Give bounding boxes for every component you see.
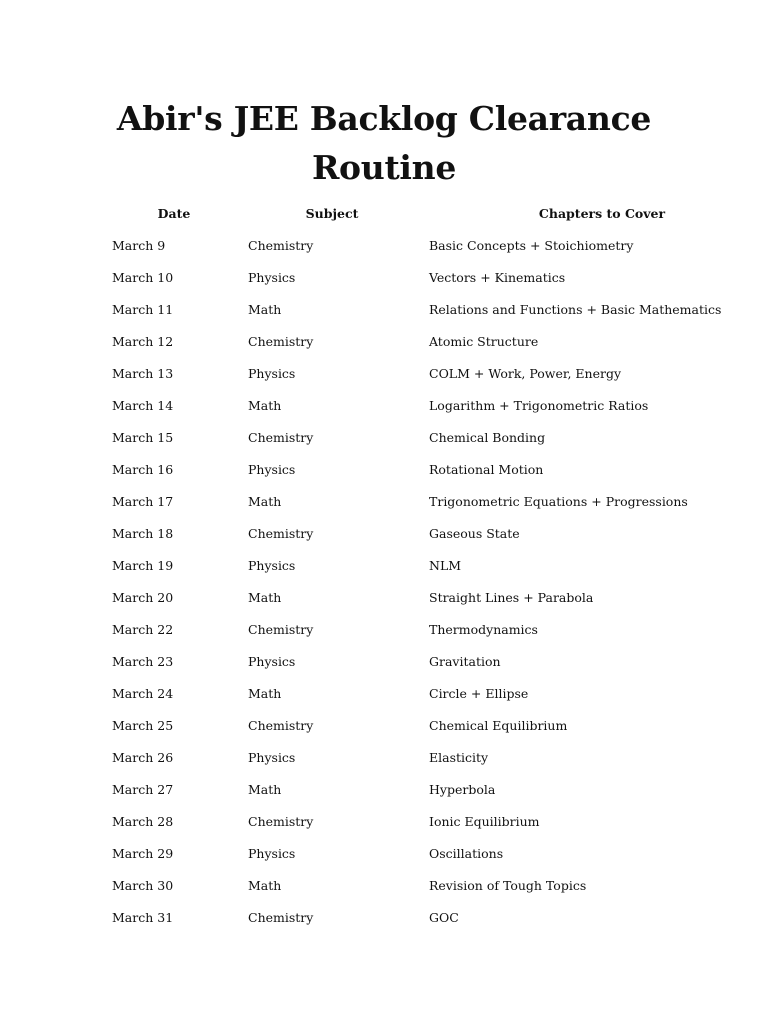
cell-subject: Math (248, 782, 282, 797)
cell-date: March 31 (112, 910, 174, 925)
table-row (0, 619, 768, 651)
cell-chapters: Logarithm + Trigonometric Ratios (429, 398, 649, 413)
title-line-1: Abir's JEE Backlog Clearance (116, 99, 652, 138)
cell-chapters: Rotational Motion (429, 462, 544, 477)
cell-chapters: Straight Lines + Parabola (429, 590, 594, 605)
cell-date: March 30 (112, 878, 174, 893)
table-header-row (0, 203, 768, 235)
cell-subject: Chemistry (248, 622, 314, 637)
table-row (0, 459, 768, 491)
header-date: Date (157, 206, 191, 221)
table-row (0, 715, 768, 747)
table-row (0, 523, 768, 555)
cell-date: March 11 (112, 302, 174, 317)
table-row (0, 267, 768, 299)
cell-date: March 9 (112, 238, 166, 253)
cell-chapters: COLM + Work, Power, Energy (429, 366, 622, 381)
cell-date: March 15 (112, 430, 174, 445)
cell-subject: Chemistry (248, 430, 314, 445)
cell-subject: Math (248, 494, 282, 509)
cell-chapters: Chemical Equilibrium (429, 718, 568, 733)
cell-chapters: Thermodynamics (429, 622, 538, 637)
header-subject: Subject (305, 206, 359, 221)
cell-subject: Chemistry (248, 910, 314, 925)
cell-chapters: Chemical Bonding (429, 430, 546, 445)
table-row (0, 779, 768, 811)
table-row (0, 363, 768, 395)
table-row (0, 651, 768, 683)
table-row (0, 587, 768, 619)
table-row (0, 875, 768, 907)
cell-subject: Math (248, 590, 282, 605)
cell-date: March 13 (112, 366, 174, 381)
cell-chapters: Vectors + Kinematics (429, 270, 566, 285)
table-row (0, 747, 768, 779)
table-row (0, 907, 768, 939)
schedule-table (0, 203, 768, 939)
table-row (0, 331, 768, 363)
cell-chapters: Oscillations (429, 846, 504, 861)
cell-subject: Physics (248, 654, 296, 669)
cell-chapters: GOC (429, 910, 459, 925)
cell-date: March 23 (112, 654, 174, 669)
cell-subject: Math (248, 686, 282, 701)
cell-subject: Math (248, 878, 282, 893)
cell-chapters: Circle + Ellipse (429, 686, 529, 701)
header-chapters: Chapters to Cover (538, 206, 666, 221)
cell-date: March 10 (112, 270, 174, 285)
cell-chapters: NLM (429, 558, 462, 573)
table-row (0, 843, 768, 875)
table-row (0, 427, 768, 459)
cell-subject: Physics (248, 846, 296, 861)
cell-subject: Math (248, 302, 282, 317)
cell-chapters: Atomic Structure (429, 334, 539, 349)
cell-subject: Chemistry (248, 814, 314, 829)
cell-chapters: Relations and Functions + Basic Mathematics (429, 302, 722, 317)
cell-date: March 25 (112, 718, 174, 733)
cell-date: March 20 (112, 590, 174, 605)
table-row (0, 683, 768, 715)
cell-subject: Physics (248, 270, 296, 285)
cell-date: March 24 (112, 686, 174, 701)
cell-date: March 14 (112, 398, 174, 413)
cell-date: March 29 (112, 846, 174, 861)
cell-chapters: Gaseous State (429, 526, 520, 541)
cell-subject: Math (248, 398, 282, 413)
cell-chapters: Gravitation (429, 654, 501, 669)
cell-subject: Physics (248, 366, 296, 381)
cell-subject: Physics (248, 462, 296, 477)
cell-subject: Chemistry (248, 718, 314, 733)
table-row (0, 235, 768, 267)
cell-subject: Chemistry (248, 238, 314, 253)
page-title (0, 94, 768, 192)
cell-subject: Chemistry (248, 334, 314, 349)
cell-date: March 16 (112, 462, 174, 477)
cell-chapters: Basic Concepts + Stoichiometry (429, 238, 634, 253)
title-line-2: Routine (311, 148, 457, 187)
cell-subject: Chemistry (248, 526, 314, 541)
table-row (0, 491, 768, 523)
cell-date: March 18 (112, 526, 174, 541)
cell-date: March 28 (112, 814, 174, 829)
cell-chapters: Elasticity (429, 750, 489, 765)
table-row (0, 395, 768, 427)
cell-chapters: Trigonometric Equations + Progressions (429, 494, 688, 509)
table-row (0, 299, 768, 331)
cell-date: March 26 (112, 750, 174, 765)
cell-subject: Physics (248, 750, 296, 765)
cell-date: March 22 (112, 622, 174, 637)
cell-date: March 17 (112, 494, 174, 509)
cell-date: March 19 (112, 558, 174, 573)
cell-chapters: Revision of Tough Topics (429, 878, 587, 893)
cell-chapters: Hyperbola (429, 782, 496, 797)
cell-subject: Physics (248, 558, 296, 573)
cell-date: March 27 (112, 782, 174, 797)
cell-date: March 12 (112, 334, 174, 349)
cell-chapters: Ionic Equilibrium (429, 814, 540, 829)
table-row (0, 555, 768, 587)
table-body (0, 235, 768, 939)
table-row (0, 811, 768, 843)
